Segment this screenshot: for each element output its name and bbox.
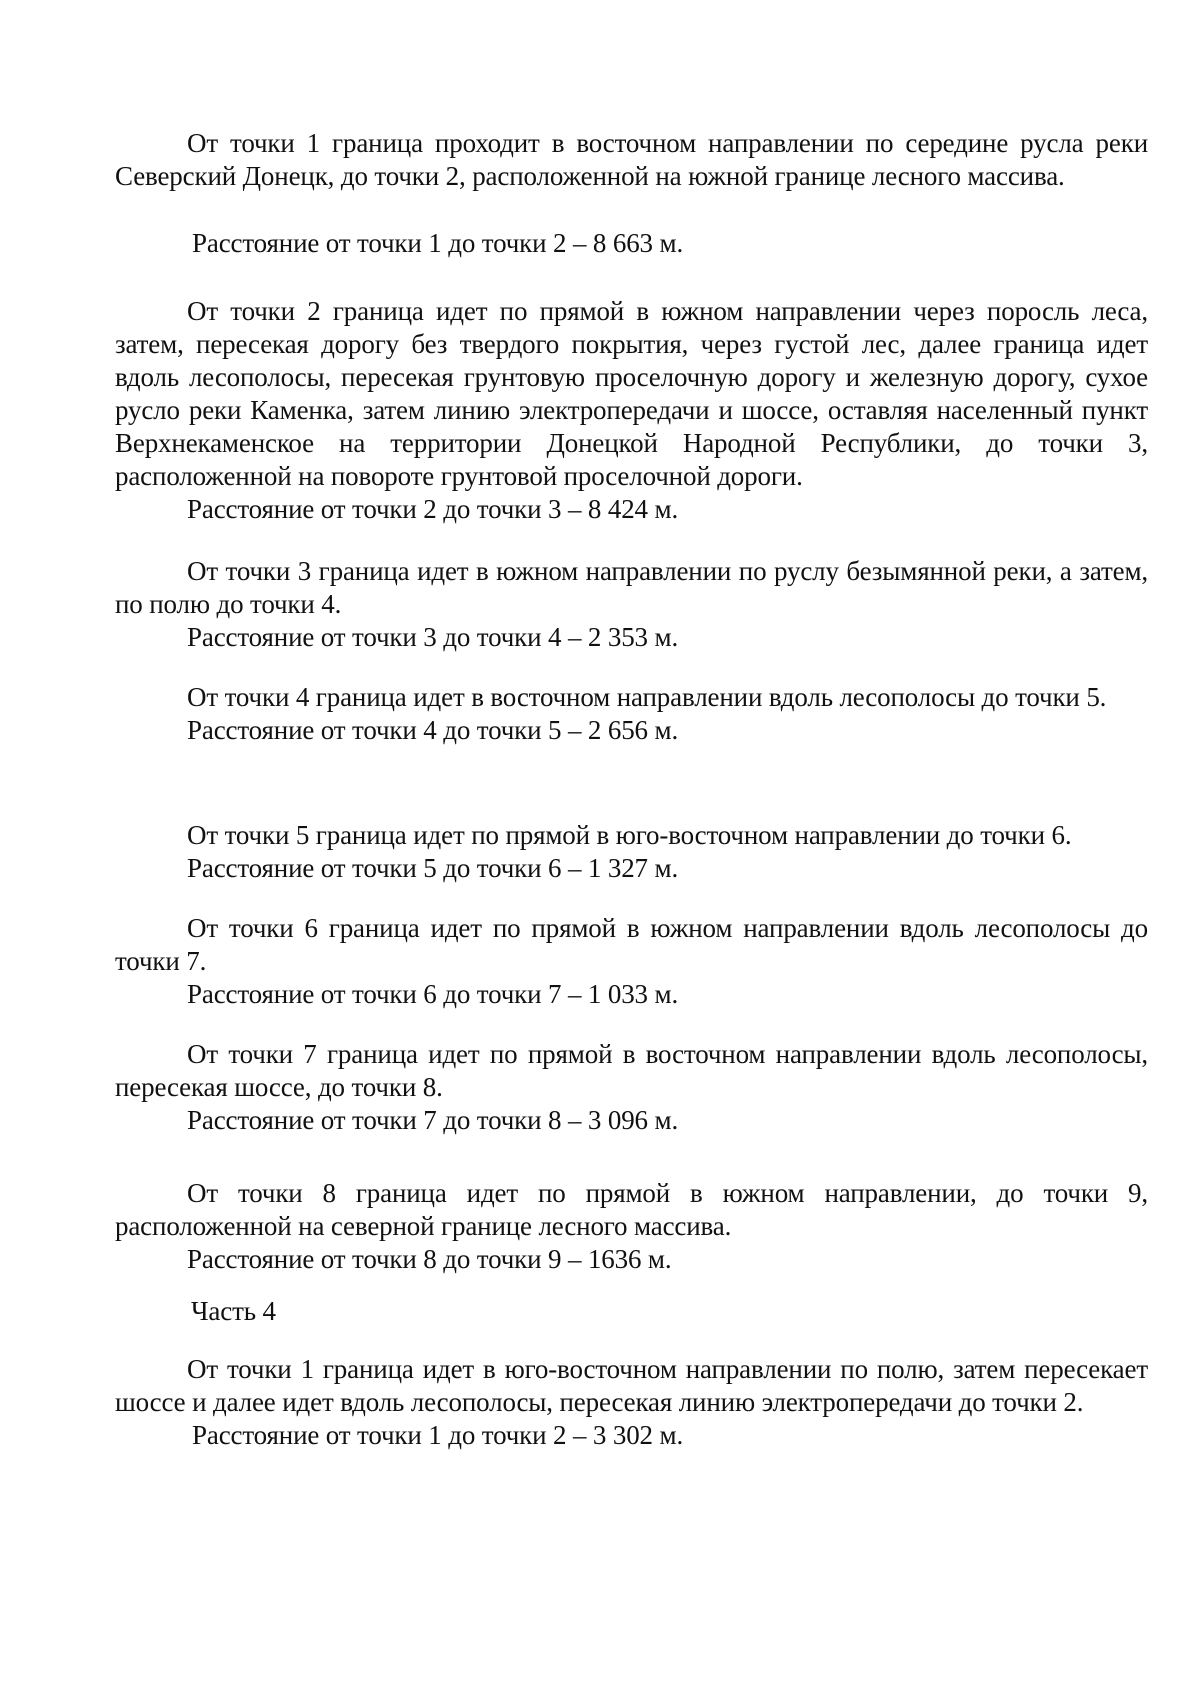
paragraph-text: От точки 3 граница идет в южном направлении по руслу безымянной реки, а затем, по полю до точки 4. [115, 556, 1148, 619]
paragraph-text: От точки 1 граница идет в юго-восточном направлении по полю, затем пересекает шоссе и далее идет вдоль лесополосы, пересекая линию электропередачи до точки 2. [115, 1354, 1148, 1417]
distance-text: Расстояние от точки 2 до точки 3 – 8 424 м. [187, 494, 679, 524]
distance-text: Расстояние от точки 6 до точки 7 – 1 033 м. [187, 979, 679, 1009]
paragraph-point-2-to-3 [115, 295, 1148, 526]
distance-text: Расстояние от точки 7 до точки 8 – 3 096 м. [187, 1105, 679, 1135]
paragraph-text: От точки 5 граница идет по прямой в юго-восточном направлении до точки 6. [187, 820, 1072, 850]
paragraph-point-6-to-7 [115, 912, 1148, 1011]
paragraph-point-7-to-8 [115, 1038, 1148, 1137]
distance-text: Расстояние от точки 8 до точки 9 – 1636 м. [187, 1244, 672, 1274]
part-heading-text: Часть 4 [191, 1296, 276, 1326]
paragraph-point-8-to-9 [115, 1177, 1148, 1276]
part-heading [115, 1295, 1148, 1328]
distance-line-1-2 [115, 227, 1148, 260]
paragraph-text: От точки 1 граница проходит в восточном направлении по середине русла реки Северский Донецк, до точки 2, расположенной на южной границе лесного массива. [115, 128, 1148, 191]
paragraph-point-1-to-2 [115, 127, 1148, 193]
distance-text: Расстояние от точки 1 до точки 2 – 8 663 м. [192, 228, 684, 258]
paragraph-point-5-to-6 [115, 819, 1148, 885]
paragraph-text: От точки 4 граница идет в восточном направлении вдоль лесополосы до точки 5. [187, 682, 1107, 712]
distance-text: Расстояние от точки 1 до точки 2 – 3 302 м. [192, 1420, 684, 1450]
paragraph-point-3-to-4 [115, 555, 1148, 654]
paragraph-text: От точки 2 граница идет по прямой в южном направлении через поросль леса, затем, пересекая дорогу без твердого покрытия, через густой лес, далее граница идет вдоль лесополосы, пересекая грунтовую проселочную дорогу и железную дорогу, сухое русло реки Каменка, затем линию электропередачи и шоссе, оставляя населенный пункт Верхнекаменское на территории Донецкой Народной Республики, до точки 3, расположенной на повороте грунтовой проселочной дороги. [115, 296, 1148, 491]
paragraph-point-4-to-5 [115, 681, 1148, 747]
paragraph-text: От точки 7 граница идет по прямой в восточном направлении вдоль лесополосы, пересекая шоссе, до точки 8. [115, 1039, 1148, 1102]
paragraph-text: От точки 8 граница идет по прямой в южном направлении, до точки 9, расположенной на северной границе лесного массива. [115, 1178, 1148, 1241]
paragraph-text: От точки 6 граница идет по прямой в южном направлении вдоль лесополосы до точки 7. [115, 913, 1148, 976]
paragraph-part4-point-1-to-2 [115, 1353, 1148, 1452]
distance-text: Расстояние от точки 5 до точки 6 – 1 327 м. [187, 853, 679, 883]
distance-text: Расстояние от точки 3 до точки 4 – 2 353 м. [187, 622, 679, 652]
distance-text: Расстояние от точки 4 до точки 5 – 2 656 м. [187, 715, 679, 745]
